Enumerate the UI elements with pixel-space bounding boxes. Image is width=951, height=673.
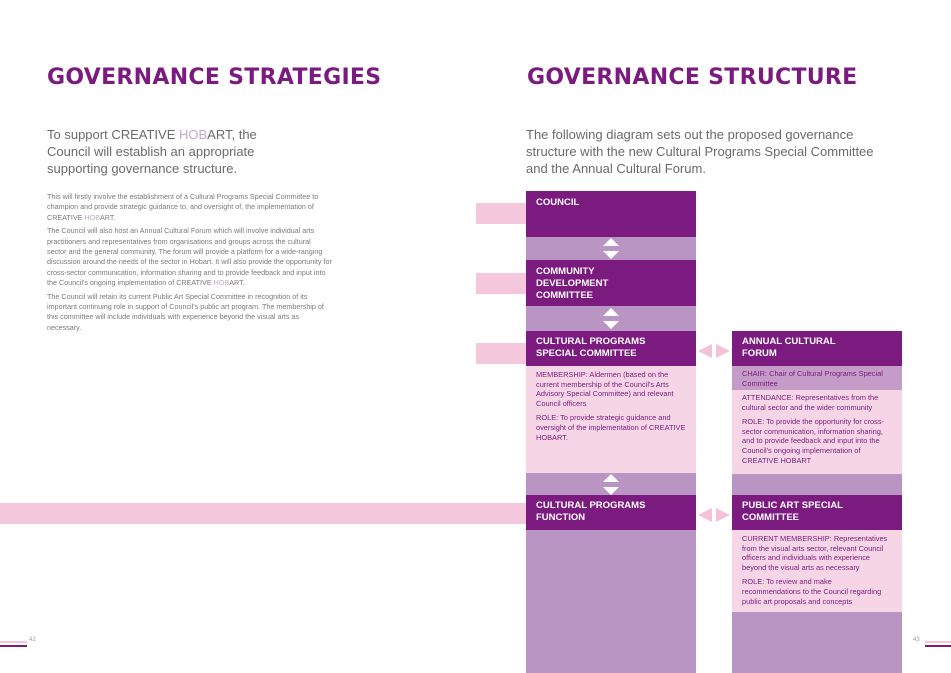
cpsc-connector-stripe [476,343,526,364]
cpsc-membership-text: MEMBERSHIP: Aldermen (based on the current membership of the Council's Arts Advisory Special Committee) and relevant Council officers [536,370,674,408]
double-arrow-icon [601,237,621,260]
acf-chair-strip: CHAIR: Chair of Cultural Programs Special Committee [732,366,902,390]
left-body-text [47,192,332,336]
community-development-committee-box: COMMUNITY DEVELOPMENT COMMITTEE [526,260,696,306]
cdc-connector-stripe [476,273,526,294]
acf-attendance-text: ATTENDANCE: Representatives from the cultural sector and the wider community [742,393,879,412]
right-page-title: GOVERNANCE STRUCTURE [527,65,858,90]
acf-details-panel [732,390,902,474]
pasc-role-text: ROLE: To review and make recommendations to the Council regarding public art proposals and concepts [742,577,882,606]
left-page-title: GOVERNANCE STRATEGIES [47,65,382,90]
body-paragraph-1: This will firstly involve the establishment of a Cultural Programs Special Committee to champion and provide strategic guidance to, and oversight of, the implementation of CREATIVE HOBART. [47,192,319,222]
body-paragraph-3: The Council will retain its current Public Art Special Committee in recognition of its important continuing role in support of Council's public art program. The membership of this committee will include individuals with experience beyond the visual arts as necessary. [47,291,324,332]
footer-rule-purple [925,645,951,647]
page-number-right: 43 [913,637,920,643]
footer-rule-purple [0,645,27,647]
right-lead-text: The following diagram sets out the proposed governance structure with the new Cultural Programs Special Committee and the Annual Cultural Forum. [526,127,874,176]
double-arrow-icon [601,307,621,330]
pasc-details-panel [732,530,902,612]
cpsc-role-text: ROLE: To provide strategic guidance and oversight of the implementation of CREATIVE HOBART. [536,413,686,442]
double-arrow-icon [601,473,621,496]
cpsc-details-panel [526,366,696,473]
page-number-left: 42 [29,637,36,643]
public-art-special-committee-box: PUBLIC ART SPECIAL COMMITTEE [732,495,902,530]
annual-cultural-forum-box: ANNUAL CULTURAL FORUM [732,331,902,366]
left-lead-text: To support CREATIVE HOBART, the Council will establish an appropriate supporting governance structure. [47,127,257,176]
cultural-programs-function-box: CULTURAL PROGRAMS FUNCTION [526,495,696,530]
council-connector-stripe [476,203,526,224]
footer-rule-pink [925,641,951,643]
acf-role-text: ROLE: To provide the opportunity for cross-sector communication, information sharing, and to provide feedback and input into the Council's ongoing implementation of CREATIVE HOBART [742,417,884,465]
body-paragraph-2: The Council will also host an Annual Cultural Forum which will involve individual arts practitioners and representatives from organisations and groups across the cultural sector and the general community. The forum will provide a platform for a wide-ranging discussion around the needs of the sector in Hobart. It will also provide the opportunity for cross-sector communication, information sharing and to provide feedback and input into the Council's ongoing implementation of CREATIVE HOBART. [47,226,332,288]
council-box: COUNCIL [526,191,696,237]
function-connector-stripe [0,503,526,524]
left-right-arrow-icon [697,506,731,524]
left-right-arrow-icon [697,342,731,360]
pasc-membership-text: CURRENT MEMBERSHIP: Representatives from the visual arts sector, relevant Council officers and individuals with experience beyond the visual arts as necessary [742,534,888,572]
footer-rule-pink [0,641,27,643]
cultural-programs-special-committee-box: CULTURAL PROGRAMS SPECIAL COMMITTEE [526,331,696,366]
